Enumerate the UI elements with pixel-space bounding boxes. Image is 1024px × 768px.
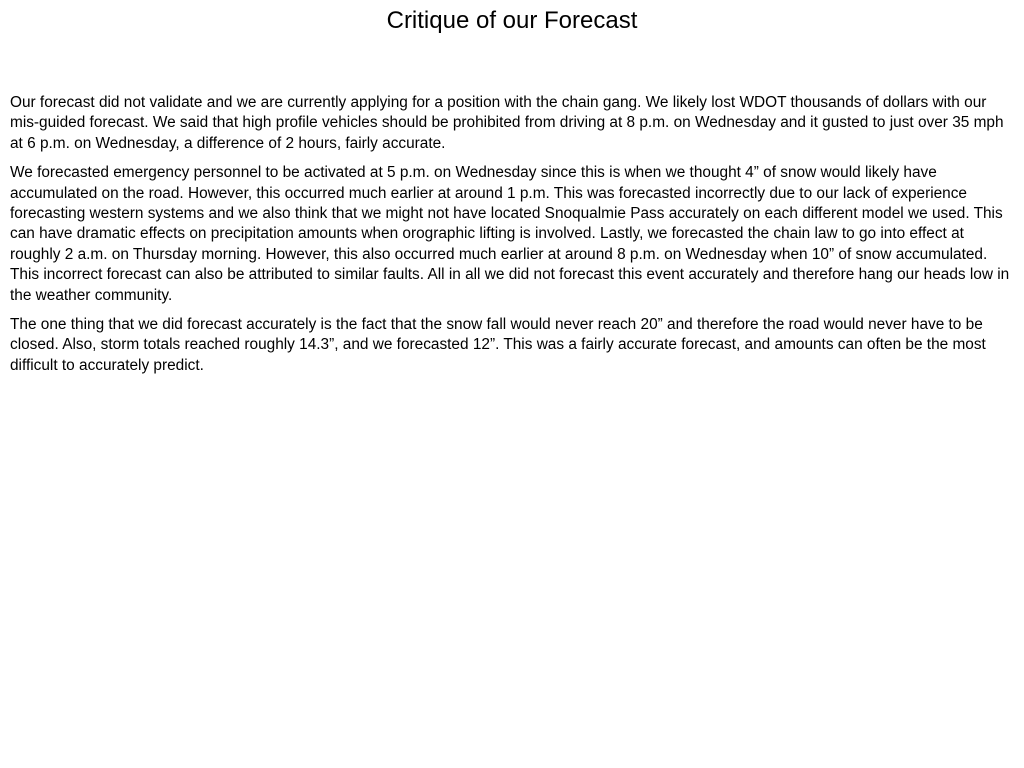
paragraph-emergency-personnel: We forecasted emergency personnel to be activated at 5 p.m. on Wednesday since this is when we thought 4” of snow would likely have accumulated on the road. However, this occurred much earlier at around 1 p.m. This was forecasted incorrectly due to our lack of experience forecasting western systems and we also think that we might not have located Snoqualmie Pass accurately on each different model we used. This can have dramatic effects on precipitation amounts when orographic lifting is involved. Lastly, we forecasted the chain law to go into effect at roughly 2 a.m. on Thursday morning. However, this also occurred much earlier at around 8 p.m. on Wednesday when 10” of snow accumulated. This incorrect forecast can also be attributed to similar faults. All in all we did not forecast this event accurately and therefore hang our heads low in the weather community. (10, 164, 1010, 304)
slide-body (10, 93, 1018, 385)
paragraph-accurate-forecast: The one thing that we did forecast accurately is the fact that the snow fall would never reach 20” and therefore the road would never have to be closed. Also, storm totals reached roughly 14.3”, and we forecasted 12”. This was a fairly accurate forecast, and amounts can often be the most difficult to accurately predict. (10, 316, 986, 374)
paragraph-validation: Our forecast did not validate and we are currently applying for a position with the chain gang. We likely lost WDOT thousands of dollars with our mis-guided forecast. We said that high profile vehicles should be prohibited from driving at 8 p.m. on Wednesday and it gusted to just over 35 mph at 6 p.m. on Wednesday, a difference of 2 hours, fairly accurate. (10, 94, 1004, 152)
slide-title: Critique of our Forecast (386, 7, 638, 34)
